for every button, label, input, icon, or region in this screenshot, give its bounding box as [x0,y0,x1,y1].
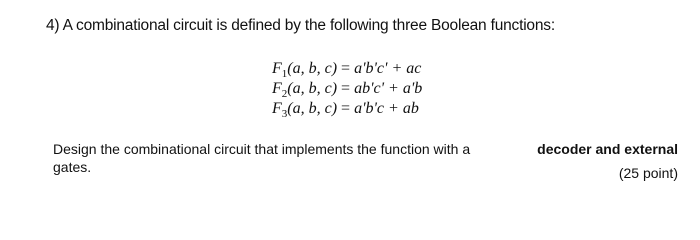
body-text: Design the combinational circuit that implements the function with a [53,141,471,157]
body-text-end: gates. [53,159,92,175]
function-expression: a'b'c + ab [354,100,419,117]
body-line-1 [53,140,678,158]
equals-sign: = [337,100,355,117]
function-args: (a, b, c) [287,60,338,77]
body-emphasis: decoder and external [537,141,678,157]
equation-f2 [272,79,422,99]
question-header: 4) A combinational circuit is defined by the following three Boolean functions: [46,17,555,34]
function-expression: a'b'c' + ac [354,60,422,77]
function-expression: ab'c' + a'b [354,80,423,97]
points-label: (25 point) [618,165,678,181]
function-name: $F_2$ [272,80,288,101]
question-body [53,140,678,182]
equals-sign: = [337,80,355,97]
equation-block [272,59,422,119]
equation-f3 [272,99,422,119]
function-name: $F_3$ [272,100,288,121]
equals-sign: = [337,60,355,77]
function-name: $F_1$ [272,60,288,81]
function-args: (a, b, c) [287,80,338,97]
equation-f1 [272,59,422,79]
function-args: (a, b, c) [287,100,338,117]
body-line-2 [53,158,678,182]
